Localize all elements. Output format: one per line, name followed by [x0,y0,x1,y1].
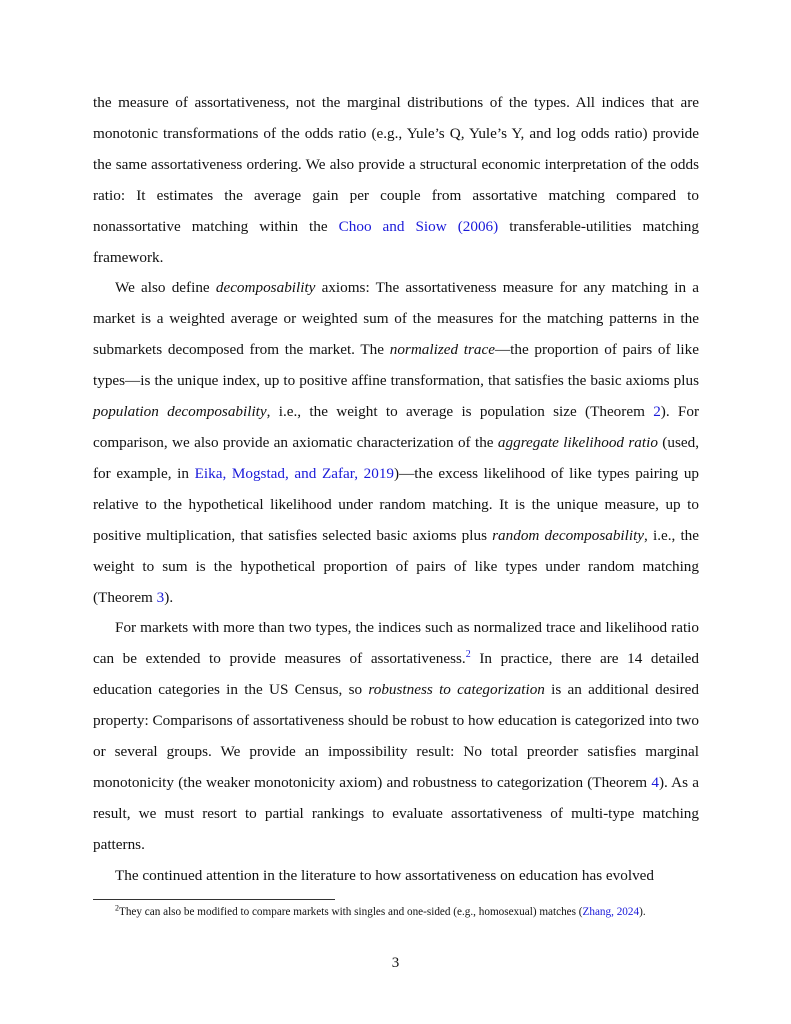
footnote-2-text: They can also be modified to compare markets with singles and one-sided (e.g., homosexual) matches ( [119,906,583,918]
body-text [93,88,699,892]
paragraph-2-text-i: ). [164,588,174,606]
paragraph-3-text-a: For markets with more than two types, the indices such as normalized trace and likelihood ratio can be extended to provide measures of assortativeness. [93,619,699,668]
citation-zhang-2024[interactable]: Zhang, 2024 [582,906,640,918]
paragraph-3-text-d: ). As a result, we must resort to partial rankings to evaluate assortativeness of multi-type matching patterns. [93,773,699,853]
paragraph-2-text-g: )—the excess likelihood of like types pairing up relative to the hypothetical likelihood under random matching. It is the unique measure, up to positive multiplication, that satisfies selected basic axioms plus [93,464,700,544]
theorem-3-link[interactable]: 3 [156,588,165,606]
paragraph-2-text-f: (used, for example, in [93,433,699,482]
page-number: 3 [391,955,400,971]
paragraph-2-text-e: ). For comparison, we also provide an axiomatic characterization of the [93,403,700,451]
paragraph-3-text-b: In practice, there are 14 detailed education categories in the US Census, so [93,650,699,699]
term-population-decomposability: population decomposability [93,403,267,421]
paragraph-3 [93,613,699,860]
paragraph-1 [93,88,699,273]
footnote-divider [93,899,335,900]
paragraph-4 [93,861,699,892]
citation-eika-mogstad-zafar[interactable]: Eika, Mogstad, and Zafar, 2019 [194,464,395,482]
paragraph-3-text-c: is an additional desired property: Comparisons of assortativeness should be robust to how education is categorized into two or several groups. We provide an impossibility result: No total preorder satisfies marginal monotonicity (the weaker monotonicity axiom) and robustness to categorization (Theorem [93,681,699,791]
footnote-2-marker: 2 [115,903,119,913]
theorem-4-link[interactable]: 4 [651,773,659,791]
paragraph-2-text-d: , i.e., the weight to average is population size (Theorem [266,403,654,421]
paragraph-4-text: The continued attention in the literature to how assortativeness on education has evolved [115,866,655,884]
paragraph-1-tail: transferable-utilities matching framework. [93,217,699,266]
footnote-2-tail: ). [639,906,646,918]
paragraph-2-text-a: We also define [115,279,216,297]
paragraph-2-text-b: axioms: The assortativeness measure for any matching in a market is a weighted average or weighted sum of the measures for the matching patterns in the submarkets decomposed from the market. The [93,279,699,359]
term-robustness-to-categorization: robustness to categorization [368,681,545,699]
term-aggregate-likelihood-ratio: aggregate likelihood ratio [497,433,658,451]
paragraph-2-text-h: , i.e., the weight to sum is the hypothetical proportion of pairs of like types under random matching (Theorem [93,526,700,606]
paragraph-1-text: the measure of assortativeness, not the marginal distributions of the types. All indices that are monotonic transformations of the odds ratio (e.g., Yule’s Q, Yule’s Y, and log odds ratio) provide the same assortativeness ordering. We also provide a structural economic interpretation of the odds ratio: It estimates the average gain per couple from assortative matching compared to nonassortative matching within the [93,94,699,235]
paragraph-2-text-c: —the proportion of pairs of like types—is the unique index, up to positive affine transformation, that satisfies the basic axioms plus [93,341,699,390]
theorem-2-link[interactable]: 2 [653,403,661,421]
term-normalized-trace: normalized trace [389,341,495,359]
term-random-decomposability: random decomposability [492,526,645,544]
term-decomposability: decomposability [215,279,316,297]
paragraph-2 [93,273,699,613]
footnote-2 [93,903,699,922]
footnote-2-link[interactable]: 2 [465,649,471,661]
citation-choo-siow[interactable]: Choo and Siow (2006) [338,217,499,235]
